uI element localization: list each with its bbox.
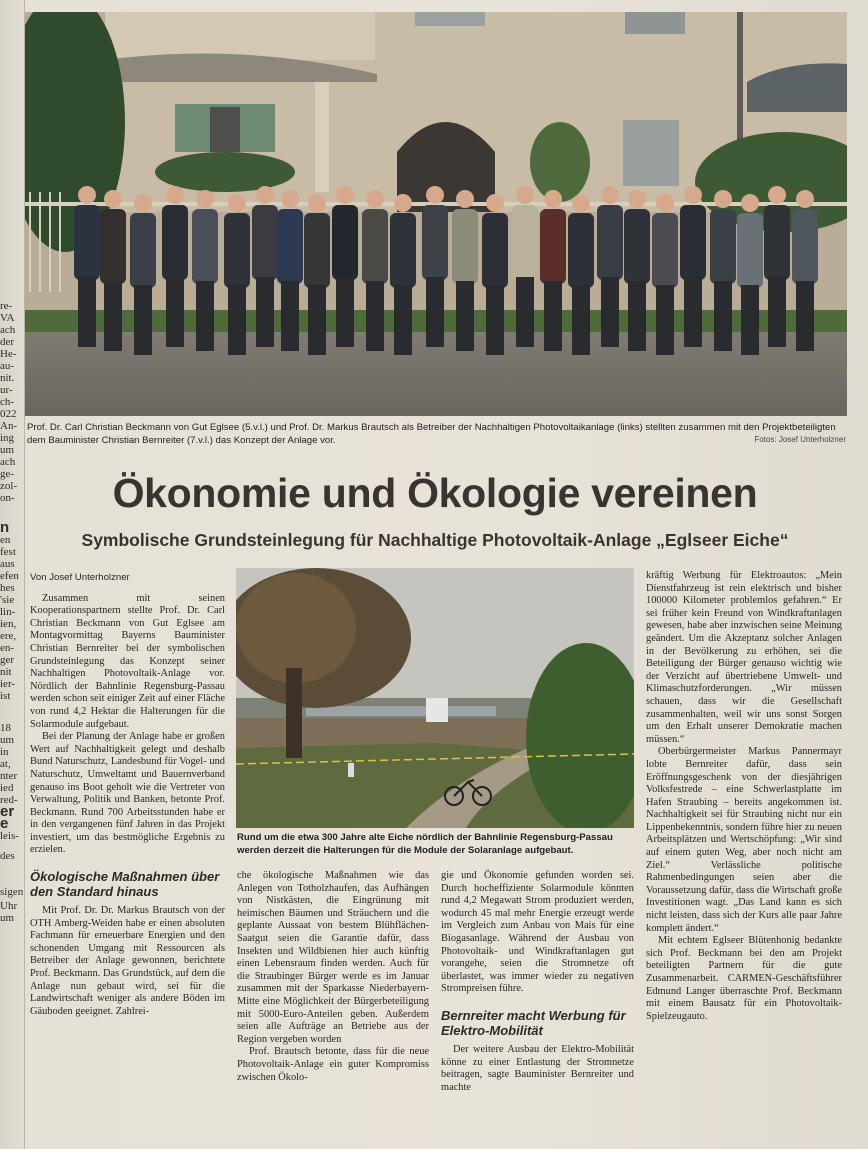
person-figure <box>362 209 388 284</box>
person-figure <box>366 281 384 351</box>
person-figure <box>456 281 474 351</box>
text-fragment: der <box>0 336 15 348</box>
text-fragment: re- <box>0 300 13 312</box>
text-fragment: zol- <box>0 480 18 492</box>
text-fragment: ere, <box>0 630 17 642</box>
person-figure <box>104 281 122 351</box>
person-figure <box>540 209 566 284</box>
oak-tree-photo <box>236 568 634 828</box>
person-figure <box>78 186 96 204</box>
person-figure <box>656 285 674 355</box>
person-figure <box>796 281 814 351</box>
person-figure <box>281 190 299 208</box>
text-fragment: red- <box>0 794 18 806</box>
article-column-2 <box>237 870 429 1084</box>
person-figure <box>628 281 646 351</box>
person-figure <box>544 281 562 351</box>
person-figure <box>336 277 354 347</box>
text-fragment: sigen <box>0 886 24 898</box>
text-fragment: lin- <box>0 606 16 618</box>
person-figure <box>768 277 786 347</box>
person-figure <box>486 285 504 355</box>
paragraph: Mit Prof. Dr. Dr. Markus Brautsch von der OTH Amberg-Weiden habe er einen absoluten Fachmann für erneuerbare Energien und den schonenden Umgang mit Ressourcen als Betreiber der Anlage gewonnen, berichtete Prof. Beckmann. Das Grundstück, auf dem die Anlage nun gebaut wird, sei für die Landwirtschaft weniger als andere Böden im Gäuboden geeignet. Zahlrei- <box>30 905 225 1017</box>
text-fragment: um <box>0 912 15 924</box>
headline: Ökonomie und Ökologie vereinen <box>112 470 758 516</box>
text-fragment: at, <box>0 758 11 770</box>
person-figure <box>228 194 246 212</box>
person-figure <box>741 285 759 355</box>
person-figure <box>568 213 594 288</box>
person-figure <box>544 190 562 208</box>
paragraph: gie und Ökonomie gefunden worden sei. Durch hocheffiziente Solarmodule könnten rund 4,2 Megawatt Strom produziert werden, wodurch 45 mal mehr Energie erzeugt werde im Vergleich zum Anbau von Mais für eine Biogasanlage. Während der Ausbau von Photovoltaik- und Windkraftanlagen gut vorangehe, seien die Stromnetze oft überlastet, was immer wieder zu negativen Strompreisen führe. <box>441 870 634 995</box>
text-fragment: ing <box>0 432 15 444</box>
person-figure <box>680 205 706 280</box>
person-figure <box>100 209 126 284</box>
text-fragment: er <box>0 803 15 820</box>
person-figure <box>196 190 214 208</box>
person-figure <box>166 186 184 204</box>
person-figure <box>256 186 274 204</box>
person-figure <box>130 213 156 288</box>
text-fragment: nit. <box>0 372 15 384</box>
text-fragment: n <box>0 519 10 536</box>
text-fragment: nter <box>0 770 18 782</box>
person-figure <box>741 194 759 212</box>
person-figure <box>394 194 412 212</box>
person-figure <box>684 277 702 347</box>
text-fragment: on- <box>0 492 15 504</box>
text-fragment: ger <box>0 654 15 666</box>
text-fragment: um <box>0 734 15 746</box>
person-figure <box>512 205 538 280</box>
person-figure <box>196 281 214 351</box>
person-figure <box>228 285 246 355</box>
person-figure <box>456 190 474 208</box>
person-figure <box>792 209 818 284</box>
person-figure <box>252 205 278 280</box>
person-figure <box>601 277 619 347</box>
text-fragment: in <box>0 746 9 758</box>
person-figure <box>422 205 448 280</box>
text-fragment: 18 <box>0 722 11 734</box>
text-fragment: ier- <box>0 678 16 690</box>
person-figure <box>714 190 732 208</box>
person-figure <box>426 186 444 204</box>
byline: Von Josef Unterholzner <box>30 572 130 583</box>
person-figure <box>452 209 478 284</box>
text-fragment: He- <box>0 348 17 360</box>
person-figure <box>281 281 299 351</box>
text-fragment: ied <box>0 782 14 794</box>
text-fragment: 'sie <box>0 594 15 606</box>
paragraph: che ökologische Maßnahmen wie das Anlegen von Totholzhaufen, das Aufhängen von Nistkästen, die Eingrünung mit heimischen Bäumen und Sträuchern und die geplante Aussaat von bestem Blühflächen-Saatgut seien die Garantie dafür, dass Insekten und Wildbienen hier auch künftig einen Lebensraum finden werden. Auch für die Straubinger Bürger werde es im Januar zusammen mit der Sparkasse Niederbayern-Mitte eine Möglichkeit der Bürgerbeteiligung mit 5000-Euro-Anteilen geben. Außerdem seien alle Aufträge an Betriebe aus der Region vergeben worden <box>237 870 429 1045</box>
person-figure <box>737 213 763 288</box>
photo-caption: Prof. Dr. Carl Christian Beckmann von Gut Eglsee (5.v.l.) und Prof. Dr. Markus Brautsch als Betreiber der Nachhaltigen Photovoltaikanlage (links) stellten zusammen mit den Projektbeteiligten dem Bauminister Christian Bernreiter (7.v.l.) das Konzept der Anlage vor. <box>27 422 836 446</box>
text-fragment: ur- <box>0 384 13 396</box>
paragraph: Oberbürgermeister Markus Pannermayr lobte Bernreiter dafür, dass sein Eröffnungsgeschenk von der diesjährigen Volksfestrede – eine Schwerlastplatte im Hafen Straubing – bereits angekommen ist. Nachhaltigkeit sei für Straubing nicht nur ein Lippenbekenntnis, sondern führe hier zu neuen Arbeitsplätzen und Wertschöpfung: „Wir sind auf einem guten Weg, aber noch nicht am Ziel.“ Verlässliche politische Rahmenbedingungen seien aber die Voraussetzung dafür, dass die Wirtschaft große Investitionen wagt. „Das Land kann es sich nicht leisten, dass sich der Kurs alle paar Jahre komplett ändert.“ <box>646 746 842 934</box>
person-figure <box>308 285 326 355</box>
person-figure <box>134 285 152 355</box>
text-fragment: 022 <box>0 408 17 420</box>
person-figure <box>516 186 534 204</box>
text-fragment: efen <box>0 570 19 582</box>
text-fragment: ien, <box>0 618 17 630</box>
text-fragment: des <box>0 850 15 862</box>
person-figure <box>332 205 358 280</box>
person-figure <box>516 277 534 347</box>
article-column-3 <box>441 870 634 1094</box>
person-figure <box>684 186 702 204</box>
text-fragment: ge- <box>0 468 15 480</box>
person-figure <box>768 186 786 204</box>
text-fragment: aus <box>0 558 15 570</box>
text-fragment: e <box>0 815 9 832</box>
person-figure <box>104 190 122 208</box>
person-figure <box>796 190 814 208</box>
photo-caption: Rund um die etwa 300 Jahre alte Eiche nördlich der Bahnlinie Regensburg-Passau werden derzeit die Halterungen für die Module der Solaranlage aufgebaut. <box>237 832 613 856</box>
person-figure <box>624 209 650 284</box>
text-fragment: en <box>0 534 11 546</box>
person-figure <box>714 281 732 351</box>
person-figure <box>394 285 412 355</box>
text-fragment: fest <box>0 546 16 558</box>
person-figure <box>426 277 444 347</box>
text-fragment: ach <box>0 456 16 468</box>
paragraph: kräftig Werbung für Elektroautos: „Mein Dienstfahrzeug ist rein elektrisch und bisher 100000 Kilometer problemlos gefahren.“ Er sei früher kein Freund von Windkraftanlagen gewesen, habe aber inzwischen seine Meinung geändert. Um die Akzeptanz solcher Anlagen in der Bevölkerung zu erhöhen, sei die Beteiligung der Bürger genauso wichtig wie der Verzicht auf übertriebene Umwelt- und Klimaschutzforderungen. „Wir müssen schauen, dass wir die Gesellschaft zusammenhalten, weil wir uns sonst Sorgen um den Erhalt unserer Demokratie machen müssen.“ <box>646 570 842 745</box>
subheadline: Symbolische Grundsteinlegung für Nachhaltige Photovoltaik-Anlage „Eglseer Eiche“ <box>81 530 789 550</box>
paragraph: Der weitere Ausbau der Elektro-Mobilität könne zu einer Entlastung der Stromnetze beitragen, sagte Bauminister Bernreiter und machte <box>441 1043 634 1093</box>
group-photo <box>25 12 847 416</box>
text-fragment: hes <box>0 582 15 594</box>
text-fragment: ist <box>0 690 11 702</box>
person-figure <box>764 205 790 280</box>
paragraph: Zusammen mit seinen Kooperationspartnern stellte Prof. Dr. Carl Christian Beckmann von Gut Eglsee am Montagvormittag Bayerns Bauminister Christian Bernreiter bei der symbolischen Grundsteinlegung das Konzept seiner Nachhaltigen Photovoltaik-Anlage vor. Nördlich der Bahnlinie Regensburg-Passau werden schon seit einiger Zeit auf einer Fläche von rund 4,2 Hektar die Halterungen für die Solarmodule aufgebaut. <box>30 592 225 730</box>
person-figure <box>134 194 152 212</box>
text-fragment: An- <box>0 420 18 432</box>
person-figure <box>366 190 384 208</box>
person-figure <box>656 194 674 212</box>
person-figure <box>482 213 508 288</box>
person-figure <box>652 213 678 288</box>
text-fragment: Uhr <box>0 900 18 912</box>
person-figure <box>601 186 619 204</box>
person-figure <box>336 186 354 204</box>
paragraph: Prof. Brautsch betonte, dass für die neue Photovoltaik-Anlage ein guter Kompromiss zwischen Ökolo- <box>237 1046 429 1083</box>
adjacent-article-fragment <box>0 0 24 1149</box>
person-figure <box>304 213 330 288</box>
article-column-1 <box>30 572 225 1018</box>
paragraph: Bei der Planung der Anlage habe er großen Wert auf Nachhaltigkeit gelegt und deshalb Bund Naturschutz, Landesbund für Vogel- und Naturschutz, Umweltamt und Bauernverband genauso ins Boot geholt wie die Vertreter von Verwaltung, Politik und Banken, betonte Prof. Beckmann. Rund 700 Arbeitsstunden habe er in den vergangenen fünf Jahren in das Projekt investiert, um das bestmögliche Ergebnis zu erzielen. <box>30 731 225 856</box>
text-fragment: au- <box>0 360 15 372</box>
person-figure <box>486 194 504 212</box>
person-figure <box>256 277 274 347</box>
person-figure <box>277 209 303 284</box>
person-figure <box>710 209 736 284</box>
article-column-4 <box>646 570 842 1023</box>
person-figure <box>78 277 96 347</box>
person-figure <box>628 190 646 208</box>
text-fragment: ch- <box>0 396 15 408</box>
person-figure <box>162 205 188 280</box>
text-fragment: leis- <box>0 830 19 842</box>
person-figure <box>572 194 590 212</box>
person-figure <box>597 205 623 280</box>
person-figure <box>308 194 326 212</box>
text-fragment: VA <box>0 312 15 324</box>
text-fragment: ach <box>0 324 16 336</box>
photo-credit: Fotos: Josef Unterholzner <box>754 435 846 444</box>
text-fragment: nit <box>0 666 12 678</box>
text-fragment: um <box>0 444 15 456</box>
person-figure <box>224 213 250 288</box>
person-figure <box>192 209 218 284</box>
section-heading: Bernreiter macht Werbung für Elektro-Mobilität <box>441 1007 626 1038</box>
person-figure <box>390 213 416 288</box>
text-fragment: en- <box>0 642 15 654</box>
person-figure <box>572 285 590 355</box>
paragraph: Mit echtem Eglseer Blütenhonig bedankte sich Prof. Beckmann bei den am Projekt beteiligten Partnern für die gute Zusammenarbeit. CARMEN-Geschäftsführer Edmund Langer überraschte Prof. Beckmann mit einem Bausatz für ein Photovoltaik-Spielzeugauto. <box>646 935 842 1022</box>
person-figure <box>74 205 100 280</box>
section-heading: Ökologische Maßnahmen über den Standard hinaus <box>30 869 220 900</box>
person-figure <box>166 277 184 347</box>
